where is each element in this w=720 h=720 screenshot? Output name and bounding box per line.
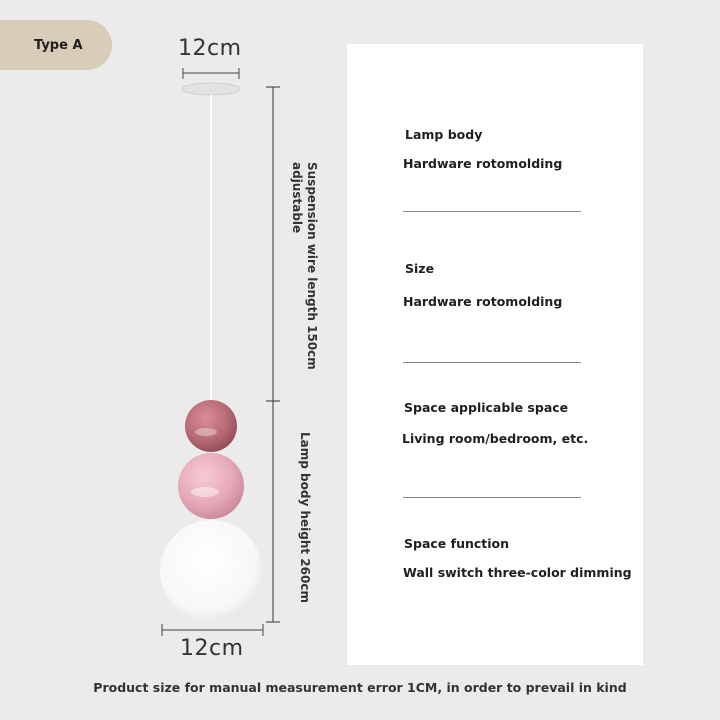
bottom-width-label: 12cm <box>180 636 244 661</box>
vertical-dimension-line <box>266 87 280 622</box>
ball-top-rose <box>185 400 237 452</box>
ball-bottom-white <box>160 520 262 622</box>
spec-value-function: Wall switch three-color dimming <box>403 565 632 580</box>
spec-divider <box>403 211 581 212</box>
spec-title-lamp-body: Lamp body <box>405 127 483 142</box>
spec-divider <box>403 497 581 498</box>
spec-value-lamp-body: Hardware rotomolding <box>403 156 563 171</box>
ball-middle-highlight <box>191 487 219 497</box>
bottom-width-dimension-line <box>162 624 263 636</box>
spec-value-space: Living room/bedroom, etc. <box>402 431 589 446</box>
spec-divider <box>403 362 581 363</box>
ceiling-canopy <box>182 83 240 95</box>
footer-note: Product size for manual measurement error 1CM, in order to prevail in kind <box>93 680 627 695</box>
spec-title-function: Space function <box>404 536 510 551</box>
spec-panel <box>347 44 643 665</box>
ball-top-highlight <box>195 428 217 436</box>
spec-title-space: Space applicable space <box>404 400 569 415</box>
ball-middle-pink <box>178 453 244 519</box>
top-width-dimension-line <box>183 68 239 79</box>
wire-length-label: Suspension wire length 150cm adjustable <box>290 162 319 370</box>
top-width-label: 12cm <box>178 36 242 61</box>
body-height-label: Lamp body height 260cm <box>298 432 312 603</box>
spec-value-size: Hardware rotomolding <box>403 294 563 309</box>
type-badge-label: Type A <box>34 37 83 53</box>
spec-title-size: Size <box>405 261 435 276</box>
